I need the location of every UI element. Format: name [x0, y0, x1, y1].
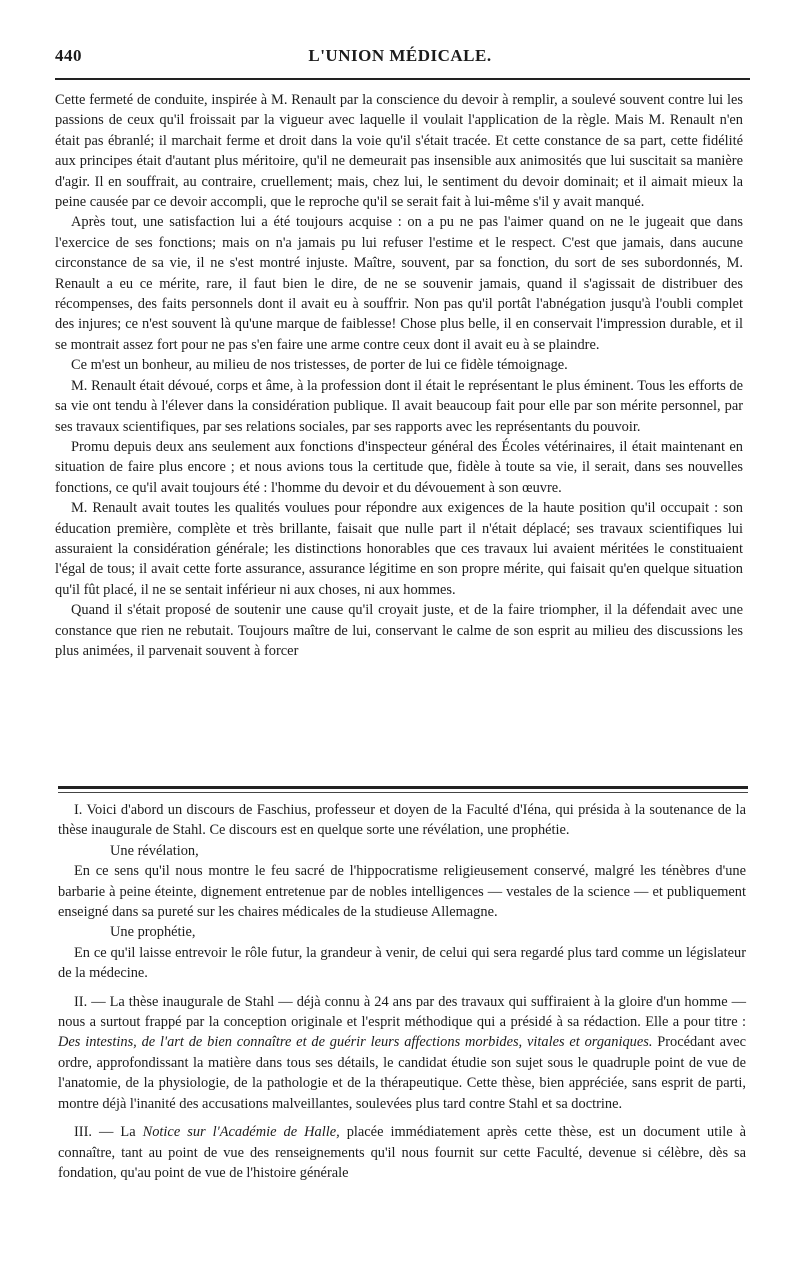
note-3: [58, 1122, 746, 1183]
notes-section: [58, 800, 746, 1183]
note-1-text: En ce qu'il laisse entrevoir le rôle futur, la grandeur à venir, de celui qui sera regardé plus tard comme un législateur de la médecine.: [58, 944, 746, 982]
journal-title: L'UNION MÉDICALE.: [308, 46, 492, 65]
notes-separator-thin: [58, 792, 748, 793]
notice-title: Notice sur l'Académie de Halle,: [142, 1124, 340, 1141]
note-2-text: II. — La thèse inaugurale de Stahl — déjà connu à 24 ans par des travaux qui suffiraient à la gloire d'un homme — nous a surtout frappé par la conception originale et l'esprit méthodique qui a présidé à sa rédaction. Elle a pour titre :: [58, 993, 746, 1031]
note-2-text-cont: Procédant avec ordre, approfondissant la matière dans tous ses détails, le candidat étudie son sujet sous le quadruple point de vue de l'anatomie, de la physiologie, de la pathologie et de la thérapeutique. Cette thèse, bien appréciée, sans esprit de parti, montre déjà l'inanité des accusations malveillantes, soulevées plus tard contre Stahl et sa doctrine.: [58, 1034, 746, 1112]
header-rule: [55, 78, 750, 80]
notes-separator: [58, 786, 748, 789]
page-number: 440: [55, 46, 82, 65]
note-1-subhead: Une révélation,: [110, 842, 199, 859]
paragraph: Promu depuis deux ans seulement aux fonctions d'inspecteur général des Écoles vétérinaires, il était maintenant en situation de faire plus encore ; et nous avions tous la certitude que, fidèle à toute sa vie, il serait, dans ses nouvelles fonctions, ce qu'il avait toujours été : l'homme du devoir et du dévouement à son œuvre.: [55, 438, 743, 496]
paragraph: Ce m'est un bonheur, au milieu de nos tristesses, de porter de lui ce fidèle témoignage.: [71, 357, 568, 374]
note-3-text-cont: placée immédiatement après cette thèse, est un document utile à connaître, tant au point de vue des renseignements qu'il nous fournit sur cette Faculté, devenue si célèbre, dès sa fondation, qu'au point de vue de l'histoire générale: [58, 1124, 747, 1181]
note-1-subhead: Une prophétie,: [110, 924, 196, 941]
note-2: [58, 992, 746, 1114]
note-3-text: III. — La: [74, 1124, 143, 1141]
paragraph: Après tout, une satisfaction lui a été toujours acquise : on a pu ne pas l'aimer quand on ne le jugeait que dans l'exercice de ses fonctions; mais on n'a jamais pu lui refuser l'estime et le respect. C'est que jamais, dans aucune circonstance de sa vie, il ne s'est montré injuste. Maître, souvent, par sa fonction, du sort de ses subordonnés, M. Renault a eu ce mérite, rare, il faut bien le dire, de ne se souvenir jamais, quand il s'agissait de distribuer des récompenses, des faits personnels dont il avait eu à souffrir. Non pas qu'il portât l'abnégation jusqu'à l'oubli complet des injures; ce n'est souvent là qu'une marque de faiblesse! Chose plus belle, il en conservait l'impression durable, et il se montrait assez fort pour ne pas s'en faire une arme contre ceux dont il avait eu à se plaindre.: [55, 214, 743, 353]
thesis-title: Des intestins, de l'art de bien connaître et de guérir leurs affections morbides, vitales et organiques.: [58, 1034, 653, 1051]
paragraph: M. Renault avait toutes les qualités voulues pour répondre aux exigences de la haute position qu'il occupait : son éducation première, complète et très brillante, faisait que nulle part il n'était déplacé; ses travaux scientifiques lui assuraient la considération générale; les distinctions honorables que ces travaux lui avaient méritées le constituaient l'égal de tous; il avait cette forte assurance, assurance légitime en son propre mérite, qui faisait qu'en quelque situation qu'il fût placé, il ne se sentait inférieur ni aux choses, ni aux hommes.: [55, 500, 743, 598]
paragraph: M. Renault était dévoué, corps et âme, à la profession dont il était le représentant le plus éminent. Tous les efforts de sa vie ont tendu à l'élever dans la considération publique. Il avait beaucoup fait pour elle par son mérite personnel, par ses travaux scientifiques, par ses relations sociales, par ses rapports avec les représentants du pouvoir.: [55, 377, 743, 435]
running-header: [55, 46, 745, 76]
note-1-text: En ce sens qu'il nous montre le feu sacré de l'hippocratisme religieusement conservé, malgré les ténèbres d'une barbarie à peine éteinte, dignement entretenue par de nobles intelligences — vestales de la science — et publiquement enseigné dans sa pureté sur les chaires médicales de la studieuse Allemagne.: [58, 863, 746, 921]
paragraph: Cette fermeté de conduite, inspirée à M. Renault par la conscience du devoir à remplir, a soulevé souvent contre lui les passions de ceux qu'il froissait par la vigueur avec laquelle il voulait l'application de la règle. Mais M. Renault n'en était pas ébranlé; il marchait ferme et droit dans la voie qu'il s'était tracée. Et cette constance de sa part, cette fidélité aux principes était d'autant plus méritoire, qu'il ne demeurait pas insensible aux animosités que lui suscitait sa manière d'agir. Il en souffrait, au contraire, cruellement; mais, chez lui, le sentiment du devoir dominait; et il aimait mieux la peine causée par ce devoir accompli, que le reproche qu'il se serait fait à lui-même s'il y avait manqué.: [55, 92, 743, 211]
note-1: I. Voici d'abord un discours de Faschius, professeur et doyen de la Faculté d'Iéna, qui présida à la soutenance de la thèse inaugurale de Stahl. Ce discours est en quelque sorte une révélation, une prophétie.: [58, 802, 746, 839]
main-text: [55, 90, 743, 661]
paragraph: Quand il s'était proposé de soutenir une cause qu'il croyait juste, et de la faire triompher, il la défendait avec une constance que rien ne rebutait. Toujours maître de lui, conservant le calme de son esprit au milieu des discussions les plus animées, il parvenait souvent à forcer: [55, 602, 743, 659]
